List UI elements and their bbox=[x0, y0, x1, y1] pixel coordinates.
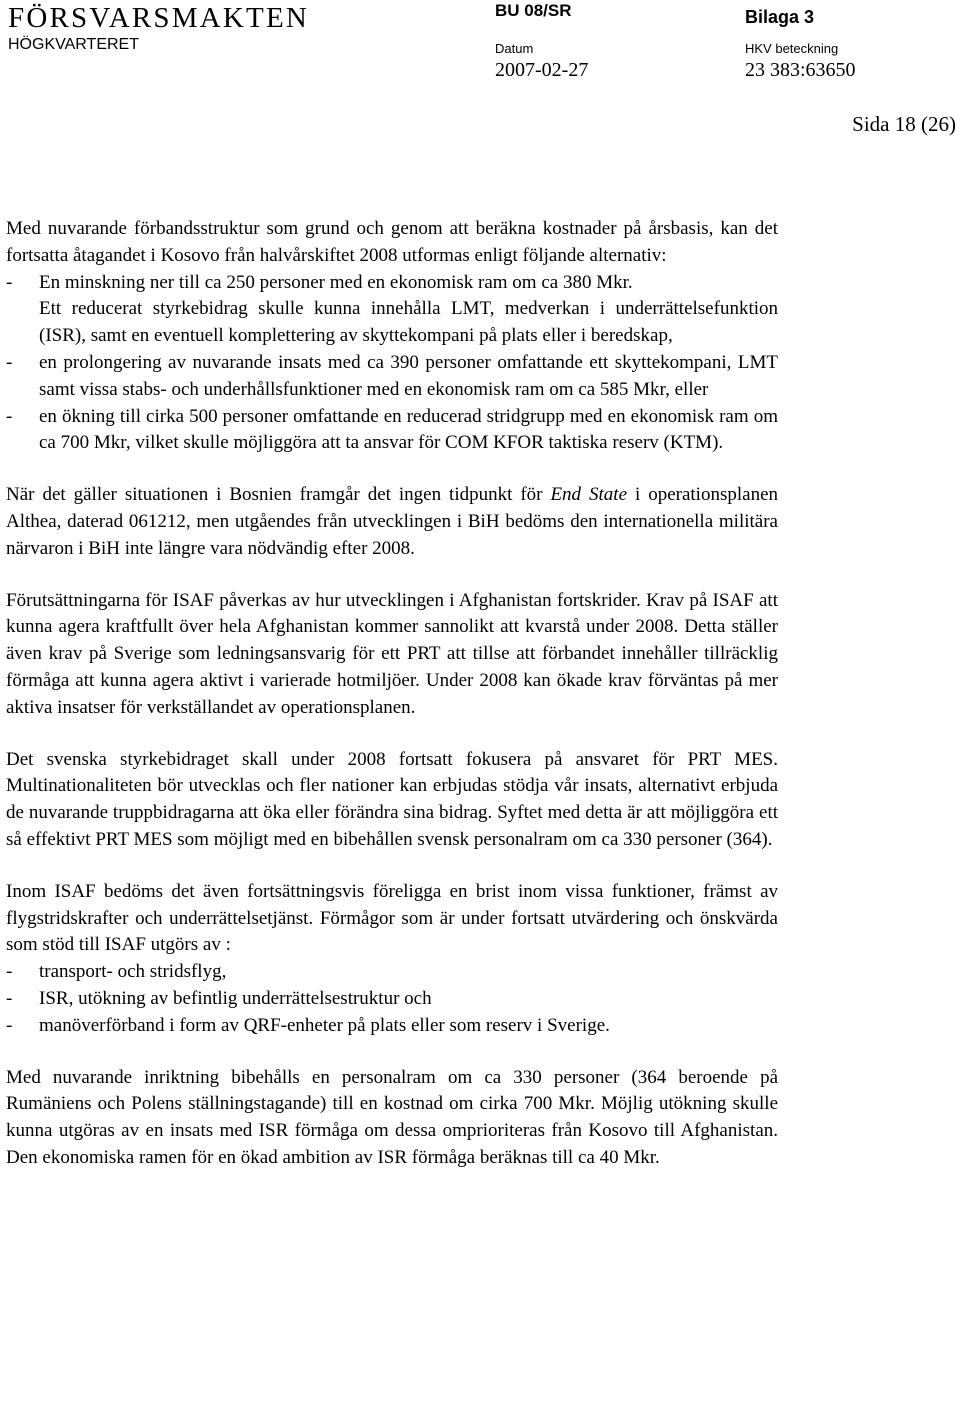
kosovo-intro: Med nuvarande förbandsstruktur som grund och genom att beräkna kostnader på årsbasis, kan det fortsatta åtagandet i Kosovo från halvårskiftet 2008 utformas enligt följande alternativ: bbox=[6, 218, 778, 266]
swedish-contribution-paragraph: Det svenska styrkebidraget skall under 2008 fortsatt fokusera på ansvaret för PRT MES. Multinationaliteten bör utvecklas och fler nationer kan erbjudas stödja vår insats, alternativt erbjuda de nuvarande truppbidragarna att öka eller förändra sina bidrag. Syftet med detta är att möjliggöra ett så effektivt PRT MES som möjligt med en bibehållen svensk personalram om ca 330 personer (364). bbox=[6, 748, 778, 850]
kosovo-section bbox=[6, 216, 778, 457]
list-dash: - bbox=[6, 961, 13, 983]
list-item bbox=[6, 986, 778, 1013]
list-dash: - bbox=[6, 271, 13, 293]
document-body bbox=[6, 216, 778, 1172]
list-dash: - bbox=[6, 1014, 13, 1036]
unit-name: HÖGKVARTERET bbox=[8, 36, 139, 53]
reference-value: 23 383:63650 bbox=[745, 59, 856, 81]
list-item-continuation: Ett reducerat styrkebidrag skulle kunna innehålla LMT, medverkan i underrättelsefunktion (ISR), samt en eventuell komplettering av skyttekompani på plats eller i beredskap, bbox=[39, 298, 778, 347]
list-item bbox=[6, 959, 778, 986]
personnel-frame-paragraph: Med nuvarande inriktning bibehålls en personalram om ca 330 personer (364 beroende på Rumäniens och Polens ställningstagande) till en kostnad om cirka 700 Mkr. Möjlig utökning skulle kunna utgöras av en insats med ISR förmåga om dessa omprioriteras från Kosovo till Afghanistan. Den ekonomiska ramen för en ökad ambition av ISR förmåga beräknas till ca 40 Mkr. bbox=[6, 1066, 778, 1168]
list-item-text: manöverförband i form av QRF-enheter på plats eller som reserv i Sverige. bbox=[39, 1014, 610, 1036]
list-item-text: en prolongering av nuvarande insats med ca 390 personer omfattande ett skyttekompani, LMT samt vissa stabs- och underhållsfunktioner med en ekonomisk ram om ca 585 Mkr, eller bbox=[39, 351, 778, 400]
list-item bbox=[6, 270, 778, 297]
organization-name: FÖRSVARSMAKTEN bbox=[8, 2, 310, 34]
bosnia-text-a: När det gäller situationen i Bosnien framgår det ingen tidpunkt för bbox=[6, 484, 551, 506]
isaf-conditions-paragraph: Förutsättningarna för ISAF påverkas av hur utvecklingen i Afghanistan fortskrider. Krav på ISAF att kunna agera kraftfullt över hela Afghanistan kommer sannolikt att kvarstå under 2008. Detta ställer även krav på Sverige som ledningsansvarig för ett PRT att tillse att förbandet innehåller tillräcklig förmåga att kunna agera aktivt i varierade hotmiljöer. Under 2008 kan ökade krav förväntas på mer aktiva insatser för verkställandet av operationsplanen. bbox=[6, 589, 778, 718]
bosnia-paragraph bbox=[6, 482, 778, 562]
date-value: 2007-02-27 bbox=[495, 59, 589, 81]
attachment-label: Bilaga 3 bbox=[745, 7, 815, 27]
isaf-capabilities-section bbox=[6, 879, 778, 1040]
list-item-text: ISR, utökning av befintlig underrättelsestruktur och bbox=[39, 987, 432, 1009]
list-dash: - bbox=[6, 987, 13, 1009]
date-label: Datum bbox=[495, 41, 534, 56]
document-id: BU 08/SR bbox=[495, 1, 572, 20]
list-item bbox=[6, 1013, 778, 1040]
page-number: Sida 18 (26) bbox=[852, 112, 956, 136]
end-state-term: End State bbox=[550, 484, 628, 506]
isaf-capabilities-intro: Inom ISAF bedöms det även fortsättningsvis föreligga en brist inom vissa funktioner, främst av flygstridskrafter och underrättelsetjänst. Förmågor som är under fortsatt utvärdering och önskvärda som stöd till ISAF utgörs av : bbox=[6, 880, 778, 956]
list-item bbox=[6, 404, 778, 458]
reference-label: HKV beteckning bbox=[745, 41, 839, 56]
list-dash: - bbox=[6, 405, 13, 427]
list-dash: - bbox=[6, 351, 13, 373]
bosnia-text-b: i operationsplanen Althea, daterad 061212, men utgåendes från utvecklingen i BiH bedöms den internationella militära närvaron i BiH inte längre vara nödvändig efter 2008. bbox=[6, 484, 778, 559]
list-item-text: En minskning ner till ca 250 personer med en ekonomisk ram om ca 380 Mkr. bbox=[39, 271, 633, 293]
list-item bbox=[6, 350, 778, 404]
list-item-text: en ökning till cirka 500 personer omfattande en reducerad stridgrupp med en ekonomisk ram om ca 700 Mkr, vilket skulle möjliggöra att ta ansvar för COM KFOR taktiska reserv (KTM). bbox=[39, 405, 778, 454]
list-item-text: transport- och stridsflyg, bbox=[39, 961, 227, 983]
